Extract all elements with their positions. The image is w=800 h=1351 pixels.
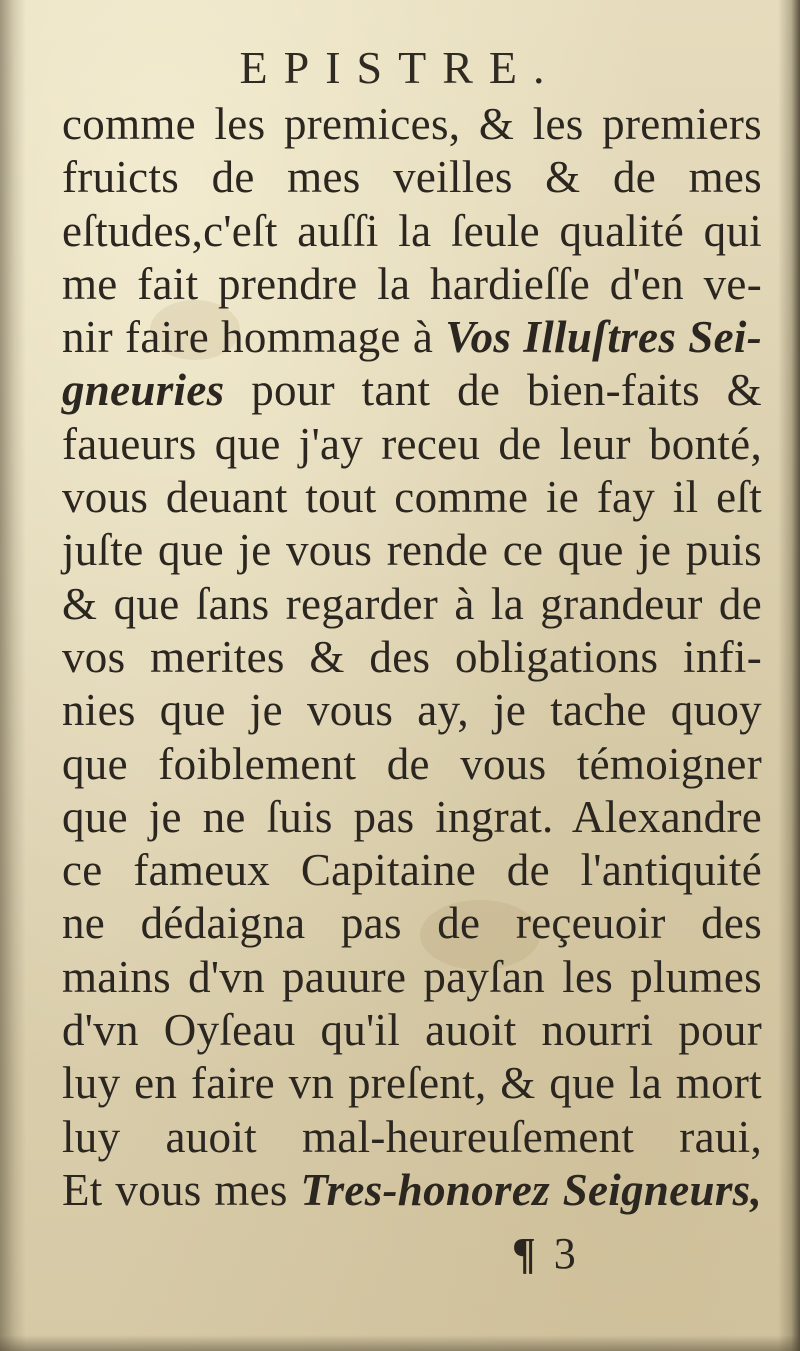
italic-text-segment: Tres-honorez Seigneurs, [300,1164,763,1215]
text-line [62,364,762,417]
text-line [62,631,762,684]
pilcrow-signature: ¶ [512,1229,536,1278]
signature-number: 3 [553,1229,576,1278]
text-line [62,1111,762,1164]
text-segment: Et vous mes [62,1164,301,1215]
text-segment: vous deuant tout comme ie fay il eſt [62,472,762,523]
text-segment: ne dédaigna pas de reçeuoir des [62,898,762,949]
text-line [62,205,762,258]
binding-shadow [0,0,26,1351]
italic-text-segment: gneuries [62,365,225,416]
text-line [62,791,762,844]
text-line [62,311,762,364]
text-line [62,897,762,950]
text-segment: luy auoit mal-heureuſement raui, [62,1111,762,1162]
text-segment: eſtudes,c'eſt auſſi la ſeule qualité qui [62,205,762,256]
running-title: EPISTRE. [239,42,561,93]
text-segment: luy en faire vn preſent, & que la mort [62,1058,762,1109]
text-line [62,1057,762,1110]
text-segment: juſte que je vous rende ce que je puis [62,525,762,576]
text-line [62,151,762,204]
text-segment: & que ſans regarder à la grandeur de [62,578,762,629]
text-segment: que je ne ſuis pas ingrat. Alexandre [62,791,762,842]
text-line [62,98,762,151]
text-line [62,578,762,631]
text-line [62,258,762,311]
text-segment: vos merites & des obligations infi- [62,631,762,682]
body-text [62,98,762,1217]
text-line [62,471,762,524]
text-line [62,951,762,1004]
text-segment: comme les premices, & les premiers [62,99,762,149]
text-segment: faueurs que j'ay receu de leur bonté, [62,418,762,469]
text-line [62,844,762,897]
text-segment: nies que je vous ay, je tache quoy [62,685,762,736]
text-segment: d'vn Oyſeau qu'il auoit nourri pour [62,1005,762,1056]
text-line [62,684,762,737]
text-line [62,418,762,471]
text-line [62,738,762,791]
italic-text-segment: Vos Illuſtres Sei- [445,312,762,363]
text-segment: pour tant de bien-faits & [224,365,762,416]
text-segment: ce fameux Capitaine de l'antiquité [62,845,762,896]
text-line [62,524,762,577]
page-edge-right [778,0,800,1351]
text-segment: mains d'vn pauure payſan les plumes [62,951,762,1002]
text-line [62,1164,762,1217]
signature-mark [512,1228,576,1280]
text-segment: fruicts de mes veilles & de mes [62,152,762,203]
text-segment: que foiblement de vous témoigner [62,738,762,789]
text-segment: nir faire hommage à [62,312,446,363]
text-segment: me fait prendre la hardieſſe d'en ve- [62,258,762,309]
page-edge-bottom [0,1335,800,1351]
text-line [62,1004,762,1057]
